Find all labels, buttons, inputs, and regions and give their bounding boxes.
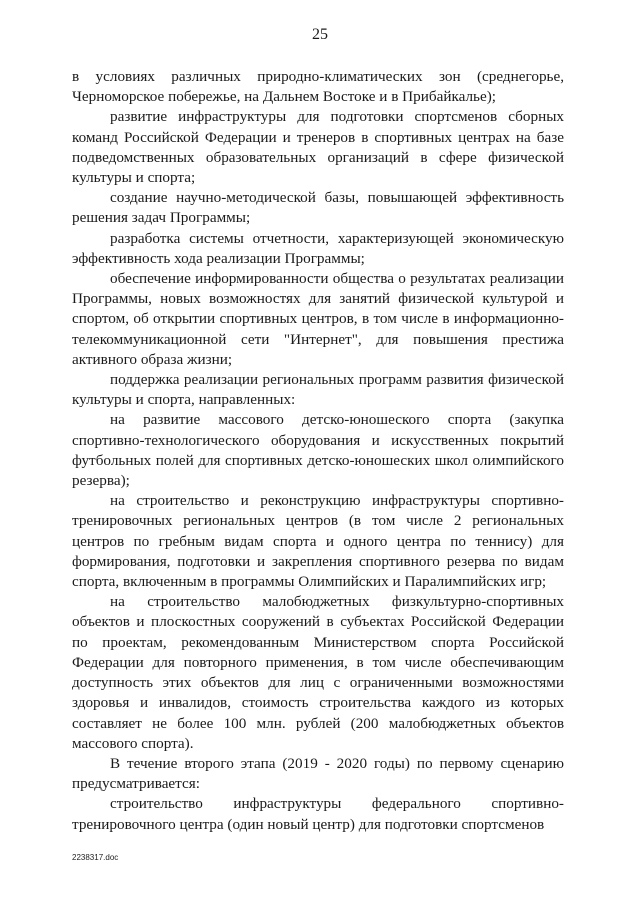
paragraph-low-budget-facilities: на строительство малобюджетных физкультурно-спортивных объектов и плоскостных сооружений в субъектах Российской Федерации по проектам, рекомендованным Министерством спорта Российской Федерации для повторного применения, в том числе обеспечивающим доступность этих объектов для лиц с ограниченными возможностями здоровья и инвалидов, стоимость строительства каждого из которых составляет не более 100 млн. рублей (200 малобюджетных объектов массового спорта). [72, 593, 564, 752]
paragraph-public-awareness: обеспечение информированности общества о результатах реализации Программы, новых возможностях для занятий физической культурой и спортом, об открытии спортивных центров, в том числе в информационно-телекоммуникационной сети "Интернет", для повышения престижа активного образа жизни; [72, 270, 564, 368]
paragraph-federal-center: строительство инфраструктуры федерального спортивно-тренировочного центра (один новый центр) для подготовки спортсменов [72, 795, 564, 833]
paragraph-second-stage: В течение второго этапа (2019 - 2020 годы) по первому сценарию предусматривается: [72, 754, 564, 793]
paragraph-scientific-base: создание научно-методической базы, повышающей эффективность решения задач Программы; [72, 189, 564, 227]
paragraph-regional-support: поддержка реализации региональных программ развития физической культуры и спорта, направленных: [72, 371, 564, 409]
paragraph-infrastructure-development: развитие инфраструктуры для подготовки спортсменов сборных команд Российской Федерации и тренеров в спортивных центрах на базе подведомственных образовательных организаций в сфере физической культуры и спорта; [72, 108, 564, 187]
paragraph-regional-centers: на строительство и реконструкцию инфраструктуры спортивно-тренировочных региональных центров (в том числе 2 региональных центров по гребным видам спорта и одного центра по теннису) для формирования, подготовки и закрепления спортивного резерва по видам спорта, включенным в программы Олимпийских и Паралимпийских игр; [72, 492, 564, 591]
page-number: 25 [312, 26, 328, 43]
paragraph-reporting-system: разработка системы отчетности, характеризующей экономическую эффективность хода реализации Программы; [72, 229, 564, 267]
paragraph-climate-zones: в условиях различных природно-климатических зон (среднегорье, Черноморское побережье, на Дальнем Востоке и в Прибайкалье); [72, 68, 564, 106]
paragraph-youth-sport: на развитие массового детско-юношеского спорта (закупка спортивно-технологического оборудования и искусственных покрытий футбольных полей для спортивных детско-юношеских школ олимпийского резерва); [72, 411, 564, 490]
footer-document-id: 2238317.doc [72, 853, 119, 862]
document-body [72, 67, 564, 835]
